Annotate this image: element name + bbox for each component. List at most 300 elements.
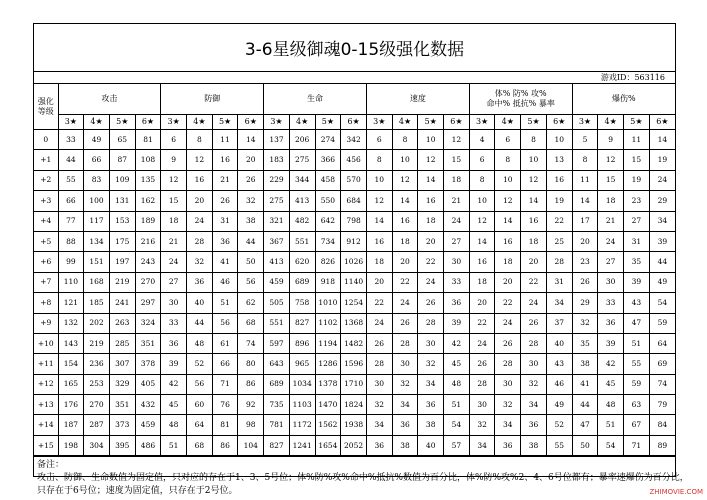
- value-cell: 18: [495, 252, 521, 272]
- value-cell: 14: [392, 191, 418, 211]
- table-row: [34, 191, 675, 211]
- value-cell: 56: [187, 374, 213, 394]
- value-cell: 1596: [341, 354, 367, 374]
- level-cell: +4: [34, 211, 58, 231]
- value-cell: 8: [469, 170, 495, 190]
- value-cell: 20: [238, 150, 264, 170]
- value-cell: 1482: [341, 333, 367, 353]
- value-cell: 30: [161, 293, 187, 313]
- value-cell: 32: [572, 313, 598, 333]
- value-cell: 44: [572, 395, 598, 415]
- value-cell: 20: [469, 293, 495, 313]
- value-cell: 18: [392, 231, 418, 251]
- value-cell: 12: [521, 170, 547, 190]
- value-cell: 1026: [341, 252, 367, 272]
- value-cell: 176: [58, 395, 84, 415]
- value-cell: 41: [212, 252, 238, 272]
- value-cell: 1010: [315, 293, 341, 313]
- value-cell: 48: [444, 374, 470, 394]
- value-cell: 66: [58, 191, 84, 211]
- value-cell: 2052: [341, 435, 367, 455]
- value-cell: 35: [624, 252, 650, 272]
- value-cell: 10: [392, 150, 418, 170]
- value-cell: 20: [187, 191, 213, 211]
- value-cell: 275: [289, 150, 315, 170]
- value-cell: 50: [238, 252, 264, 272]
- value-cell: 162: [135, 191, 161, 211]
- value-cell: 43: [546, 354, 572, 374]
- value-cell: 6: [161, 130, 187, 150]
- value-cell: 60: [187, 395, 213, 415]
- value-cell: 18: [598, 191, 624, 211]
- value-cell: 918: [315, 272, 341, 292]
- value-cell: 54: [598, 435, 624, 455]
- value-cell: 12: [418, 150, 444, 170]
- value-cell: 36: [495, 435, 521, 455]
- value-cell: 110: [58, 272, 84, 292]
- value-cell: 20: [418, 231, 444, 251]
- level-cell: +6: [34, 252, 58, 272]
- value-cell: 373: [109, 415, 135, 435]
- value-cell: 49: [84, 130, 110, 150]
- value-cell: 36: [598, 313, 624, 333]
- value-cell: 42: [161, 374, 187, 394]
- value-cell: 38: [572, 354, 598, 374]
- value-cell: 6: [366, 130, 392, 150]
- value-cell: 36: [444, 293, 470, 313]
- value-cell: 67: [624, 415, 650, 435]
- level-cell: +3: [34, 191, 58, 211]
- level-cell: +14: [34, 415, 58, 435]
- value-cell: 14: [238, 130, 264, 150]
- level-cell: +5: [34, 231, 58, 251]
- star-header: 4★: [289, 115, 315, 130]
- value-cell: 1254: [341, 293, 367, 313]
- value-cell: 154: [58, 354, 84, 374]
- notes-line-1: 攻击、防御、生命数值为固定值，只对应的存在于1、3、5号位；体%防%攻%命中%抵抗%数值为百分比，体%防%攻%2、4、6号位都有；暴率速爆伤为百分比，: [37, 473, 689, 484]
- value-cell: 40: [187, 293, 213, 313]
- value-cell: 304: [84, 435, 110, 455]
- value-cell: 32: [187, 252, 213, 272]
- star-header: 6★: [649, 115, 675, 130]
- value-cell: 14: [469, 231, 495, 251]
- value-cell: 117: [84, 211, 110, 231]
- value-cell: 6: [469, 150, 495, 170]
- value-cell: 456: [341, 150, 367, 170]
- value-cell: 12: [187, 150, 213, 170]
- enhance-table: [34, 84, 675, 456]
- value-cell: 24: [366, 313, 392, 333]
- star-header: 5★: [418, 115, 444, 130]
- value-cell: 34: [649, 211, 675, 231]
- value-cell: 77: [58, 211, 84, 231]
- star-header: 3★: [469, 115, 495, 130]
- value-cell: 798: [341, 211, 367, 231]
- value-cell: 22: [521, 272, 547, 292]
- level-cell: +12: [34, 374, 58, 394]
- value-cell: 88: [58, 231, 84, 251]
- value-cell: 14: [418, 170, 444, 190]
- value-cell: 52: [546, 415, 572, 435]
- value-cell: 56: [212, 313, 238, 333]
- value-cell: 34: [418, 374, 444, 394]
- table-row: [34, 435, 675, 455]
- value-cell: 642: [315, 211, 341, 231]
- value-cell: 36: [187, 272, 213, 292]
- value-cell: 551: [289, 231, 315, 251]
- value-cell: 18: [444, 170, 470, 190]
- value-cell: 50: [572, 435, 598, 455]
- value-cell: 26: [238, 170, 264, 190]
- value-cell: 4: [469, 130, 495, 150]
- star-header: 6★: [135, 115, 161, 130]
- value-cell: 57: [444, 435, 470, 455]
- value-cell: 34: [392, 395, 418, 415]
- value-cell: 20: [392, 252, 418, 272]
- value-cell: 1562: [315, 415, 341, 435]
- value-cell: 18: [418, 211, 444, 231]
- value-cell: 15: [444, 150, 470, 170]
- value-cell: 10: [366, 170, 392, 190]
- value-cell: 51: [444, 395, 470, 415]
- value-cell: 46: [546, 374, 572, 394]
- value-cell: 48: [187, 333, 213, 353]
- value-cell: 912: [341, 231, 367, 251]
- value-cell: 342: [341, 130, 367, 150]
- value-cell: 28: [546, 252, 572, 272]
- value-cell: 100: [84, 191, 110, 211]
- star-header: 3★: [161, 115, 187, 130]
- value-cell: 28: [521, 333, 547, 353]
- value-cell: 79: [649, 395, 675, 415]
- value-cell: 366: [315, 150, 341, 170]
- value-cell: 12: [469, 211, 495, 231]
- value-cell: 39: [624, 272, 650, 292]
- value-cell: 405: [135, 374, 161, 394]
- level-cell: +9: [34, 313, 58, 333]
- value-cell: 30: [598, 272, 624, 292]
- value-cell: 1824: [341, 395, 367, 415]
- value-cell: 16: [392, 211, 418, 231]
- table-row: [34, 130, 675, 150]
- value-cell: 28: [418, 313, 444, 333]
- value-cell: 185: [84, 293, 110, 313]
- value-cell: 10: [418, 130, 444, 150]
- value-cell: 25: [546, 231, 572, 251]
- value-cell: 32: [521, 374, 547, 394]
- value-cell: 18: [161, 211, 187, 231]
- value-cell: 132: [58, 313, 84, 333]
- value-cell: 1103: [289, 395, 315, 415]
- value-cell: 29: [572, 293, 598, 313]
- value-cell: 56: [238, 272, 264, 292]
- value-cell: 26: [469, 354, 495, 374]
- value-cell: 684: [341, 191, 367, 211]
- value-cell: 689: [264, 374, 290, 394]
- value-cell: 570: [341, 170, 367, 190]
- value-cell: 643: [264, 354, 290, 374]
- value-cell: 219: [84, 333, 110, 353]
- value-cell: 21: [212, 170, 238, 190]
- value-cell: 16: [521, 211, 547, 231]
- value-cell: 20: [521, 252, 547, 272]
- row-header: 强化 等级: [34, 84, 58, 130]
- table-row: [34, 272, 675, 292]
- value-cell: 10: [495, 170, 521, 190]
- game-id: 游戏ID：563116: [34, 72, 675, 84]
- value-cell: 27: [161, 272, 187, 292]
- star-header: 3★: [572, 115, 598, 130]
- value-cell: 38: [392, 435, 418, 455]
- value-cell: 14: [572, 191, 598, 211]
- value-cell: 689: [289, 272, 315, 292]
- value-cell: 9: [161, 150, 187, 170]
- value-cell: 5: [572, 130, 598, 150]
- level-cell: +13: [34, 395, 58, 415]
- value-cell: 734: [315, 231, 341, 251]
- value-cell: 44: [238, 231, 264, 251]
- value-cell: 38: [521, 435, 547, 455]
- value-cell: 65: [109, 130, 135, 150]
- value-cell: 39: [649, 231, 675, 251]
- value-cell: 16: [418, 191, 444, 211]
- value-cell: 1654: [315, 435, 341, 455]
- value-cell: 28: [495, 354, 521, 374]
- value-cell: 32: [418, 354, 444, 374]
- value-cell: 59: [624, 374, 650, 394]
- value-cell: 14: [521, 191, 547, 211]
- value-cell: 243: [135, 252, 161, 272]
- value-cell: 1938: [341, 415, 367, 435]
- value-cell: 23: [572, 252, 598, 272]
- value-cell: 51: [161, 435, 187, 455]
- level-cell: +2: [34, 170, 58, 190]
- value-cell: 781: [264, 415, 290, 435]
- value-cell: 13: [546, 150, 572, 170]
- star-header: 5★: [521, 115, 547, 130]
- group-header: 体% 防% 攻% 命中% 抵抗% 暴率: [469, 84, 572, 115]
- value-cell: 34: [469, 435, 495, 455]
- value-cell: 8: [366, 150, 392, 170]
- value-cell: 45: [444, 354, 470, 374]
- star-header: 4★: [598, 115, 624, 130]
- value-cell: 63: [624, 395, 650, 415]
- value-cell: 36: [161, 333, 187, 353]
- value-cell: 26: [521, 313, 547, 333]
- value-cell: 1241: [289, 435, 315, 455]
- value-cell: 263: [109, 313, 135, 333]
- value-cell: 1140: [341, 272, 367, 292]
- value-cell: 68: [238, 313, 264, 333]
- value-cell: 16: [212, 150, 238, 170]
- value-cell: 413: [289, 191, 315, 211]
- value-cell: 14: [649, 130, 675, 150]
- value-cell: 48: [161, 415, 187, 435]
- table-row: [34, 374, 675, 394]
- value-cell: 21: [598, 211, 624, 231]
- value-cell: 287: [84, 415, 110, 435]
- value-cell: 14: [366, 211, 392, 231]
- star-header: 4★: [84, 115, 110, 130]
- value-cell: 8: [187, 130, 213, 150]
- value-cell: 1378: [315, 374, 341, 394]
- star-header: 5★: [624, 115, 650, 130]
- value-cell: 307: [109, 354, 135, 374]
- value-cell: 24: [521, 293, 547, 313]
- level-cell: +11: [34, 354, 58, 374]
- level-cell: +15: [34, 435, 58, 455]
- value-cell: 321: [264, 211, 290, 231]
- value-cell: 198: [58, 435, 84, 455]
- value-cell: 66: [212, 354, 238, 374]
- value-cell: 46: [212, 272, 238, 292]
- value-cell: 482: [289, 211, 315, 231]
- value-cell: 38: [238, 211, 264, 231]
- group-header: 攻击: [58, 84, 161, 115]
- value-cell: 99: [58, 252, 84, 272]
- value-cell: 24: [495, 313, 521, 333]
- value-cell: 18: [366, 252, 392, 272]
- value-cell: 367: [264, 231, 290, 251]
- value-cell: 151: [84, 252, 110, 272]
- value-cell: 275: [264, 191, 290, 211]
- value-cell: 206: [289, 130, 315, 150]
- value-cell: 36: [392, 415, 418, 435]
- watermark-logo: ZHIMOVIE.COM: [649, 488, 703, 496]
- value-cell: 39: [161, 354, 187, 374]
- value-cell: 896: [289, 333, 315, 353]
- value-cell: 108: [135, 150, 161, 170]
- value-cell: 11: [572, 170, 598, 190]
- value-cell: 54: [649, 293, 675, 313]
- level-cell: +1: [34, 150, 58, 170]
- value-cell: 12: [598, 150, 624, 170]
- value-cell: 24: [649, 170, 675, 190]
- value-cell: 1172: [289, 415, 315, 435]
- value-cell: 189: [135, 211, 161, 231]
- value-cell: 202: [84, 313, 110, 333]
- value-cell: 826: [315, 252, 341, 272]
- value-cell: 28: [366, 354, 392, 374]
- value-cell: 134: [84, 231, 110, 251]
- level-cell: 0: [34, 130, 58, 150]
- group-header: 防御: [161, 84, 264, 115]
- value-cell: 39: [598, 333, 624, 353]
- value-cell: 329: [109, 374, 135, 394]
- value-cell: 1034: [289, 374, 315, 394]
- value-cell: 168: [84, 272, 110, 292]
- table-row: [34, 415, 675, 435]
- value-cell: 104: [238, 435, 264, 455]
- value-cell: 17: [572, 211, 598, 231]
- value-cell: 1102: [315, 313, 341, 333]
- value-cell: 8: [521, 130, 547, 150]
- value-cell: 351: [109, 395, 135, 415]
- value-cell: 458: [315, 170, 341, 190]
- value-cell: 21: [444, 191, 470, 211]
- value-cell: 27: [598, 252, 624, 272]
- group-header: 生命: [264, 84, 367, 115]
- value-cell: 344: [289, 170, 315, 190]
- value-cell: 22: [366, 293, 392, 313]
- value-cell: 52: [187, 354, 213, 374]
- table-row: [34, 354, 675, 374]
- value-cell: 42: [598, 354, 624, 374]
- value-cell: 12: [366, 191, 392, 211]
- value-cell: 137: [264, 130, 290, 150]
- value-cell: 131: [109, 191, 135, 211]
- value-cell: 26: [418, 293, 444, 313]
- value-cell: 54: [444, 415, 470, 435]
- value-cell: 22: [392, 272, 418, 292]
- value-cell: 16: [469, 252, 495, 272]
- value-cell: 40: [418, 435, 444, 455]
- value-cell: 459: [135, 415, 161, 435]
- value-cell: 9: [598, 130, 624, 150]
- value-cell: 45: [161, 395, 187, 415]
- value-cell: 8: [392, 130, 418, 150]
- value-cell: 30: [495, 374, 521, 394]
- value-cell: 270: [135, 272, 161, 292]
- value-cell: 20: [572, 231, 598, 251]
- star-header: 4★: [392, 115, 418, 130]
- value-cell: 51: [624, 333, 650, 353]
- value-cell: 30: [366, 374, 392, 394]
- value-cell: 28: [392, 333, 418, 353]
- star-header: 5★: [315, 115, 341, 130]
- value-cell: 59: [649, 313, 675, 333]
- value-cell: 395: [109, 435, 135, 455]
- value-cell: 47: [572, 415, 598, 435]
- value-cell: 92: [238, 395, 264, 415]
- value-cell: 10: [469, 191, 495, 211]
- table-row: [34, 313, 675, 333]
- value-cell: 12: [444, 130, 470, 150]
- value-cell: 24: [469, 333, 495, 353]
- value-cell: 38: [418, 415, 444, 435]
- value-cell: 83: [84, 170, 110, 190]
- value-cell: 8: [572, 150, 598, 170]
- value-cell: 274: [315, 130, 341, 150]
- value-cell: 24: [161, 252, 187, 272]
- value-cell: 31: [212, 211, 238, 231]
- value-cell: 34: [521, 395, 547, 415]
- value-cell: 76: [212, 395, 238, 415]
- level-cell: +10: [34, 333, 58, 353]
- value-cell: 10: [521, 150, 547, 170]
- value-cell: 39: [444, 313, 470, 333]
- value-cell: 22: [495, 293, 521, 313]
- value-cell: 175: [109, 231, 135, 251]
- value-cell: 11: [624, 130, 650, 150]
- value-cell: 51: [212, 293, 238, 313]
- value-cell: 19: [546, 191, 572, 211]
- value-cell: 30: [469, 395, 495, 415]
- value-cell: 14: [495, 211, 521, 231]
- value-cell: 16: [495, 231, 521, 251]
- group-header: 速度: [366, 84, 469, 115]
- value-cell: 27: [624, 211, 650, 231]
- value-cell: 61: [212, 333, 238, 353]
- value-cell: 22: [546, 211, 572, 231]
- value-cell: 30: [444, 252, 470, 272]
- value-cell: 432: [135, 395, 161, 415]
- value-cell: 758: [289, 293, 315, 313]
- value-cell: 37: [546, 313, 572, 333]
- value-cell: 18: [469, 272, 495, 292]
- table-row: [34, 395, 675, 415]
- value-cell: 1286: [315, 354, 341, 374]
